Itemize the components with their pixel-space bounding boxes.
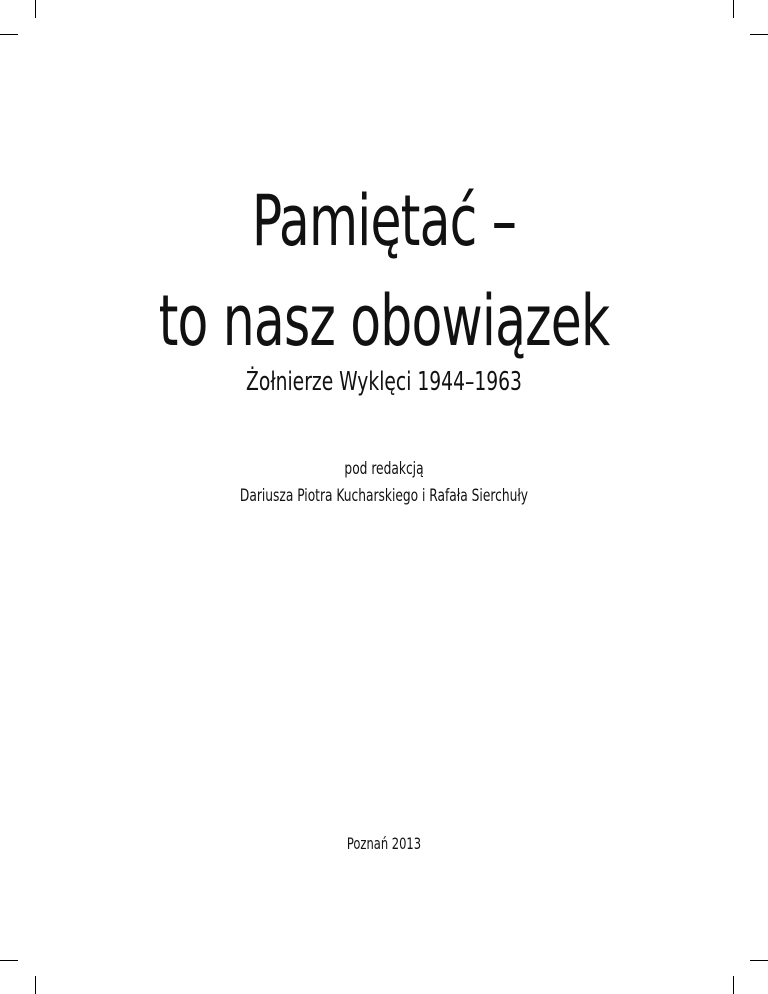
title-line-2: to nasz obowiązek [158, 280, 610, 362]
imprint: Poznań 2013 [346, 834, 422, 853]
title-line-1: Pamiętać – [251, 180, 517, 262]
editors: Dariusza Piotra Kucharskiego i Rafała Sierchuły [239, 486, 529, 506]
subtitle: Żołnierze Wyklęci 1944–1963 [246, 367, 522, 397]
editor-label: pod redakcją [344, 459, 424, 479]
